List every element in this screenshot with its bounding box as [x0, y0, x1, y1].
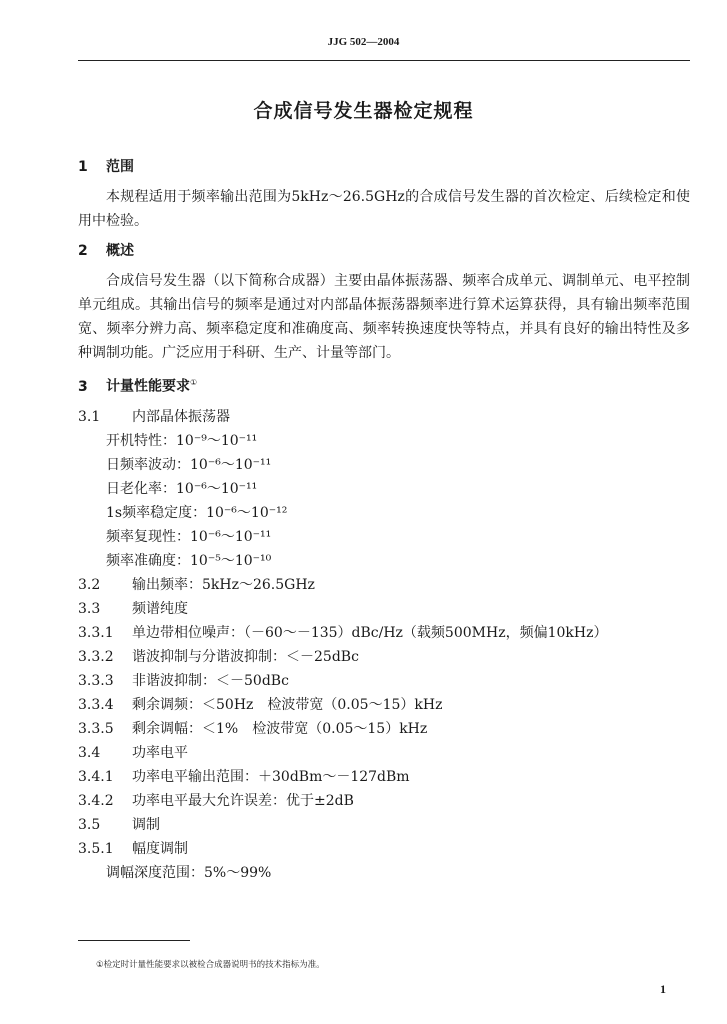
section-title: 概述 — [106, 243, 134, 259]
clause-number: 3.3.1 — [78, 624, 114, 641]
clause-3-3 — [78, 597, 690, 621]
section-title: 范围 — [106, 159, 134, 175]
spec-line: 调幅深度范围：5%～99% — [106, 864, 272, 881]
spec-line: 频率复现性：10⁻⁶～10⁻¹¹ — [106, 528, 272, 545]
clause-number: 3.3 — [78, 600, 101, 617]
clause-3-3-5 — [78, 717, 690, 741]
section-2-heading — [78, 239, 690, 263]
section-number: 1 — [78, 159, 88, 175]
clause-number: 3.2 — [78, 576, 101, 593]
spec-line: 频率准确度：10⁻⁵～10⁻¹⁰ — [106, 552, 272, 569]
clause-text: 频谱纯度 — [132, 600, 188, 617]
clause-3-5 — [78, 813, 690, 837]
spec-line: 1s频率稳定度：10⁻⁶～10⁻¹² — [106, 504, 288, 521]
clause-3-3-1 — [78, 621, 690, 645]
clause-3-5-1 — [78, 837, 690, 861]
clause-number: 3.5 — [78, 816, 101, 833]
footnote-mark: ① — [190, 378, 198, 387]
clause-text: 输出频率：5kHz～26.5GHz — [132, 576, 315, 593]
clause-text: 调制 — [132, 816, 160, 833]
clause-text: 非谐波抑制：＜－50dBc — [132, 672, 289, 689]
section-1-heading — [78, 155, 690, 179]
clause-3-4 — [78, 741, 690, 765]
clause-number: 3.4.1 — [78, 768, 114, 785]
clause-number: 3.3.5 — [78, 720, 114, 737]
clause-3-1 — [78, 405, 690, 429]
clause-text: 功率电平最大允许误差：优于±2dB — [132, 792, 354, 809]
clause-number: 3.4.2 — [78, 792, 114, 809]
clause-3-3-2 — [78, 645, 690, 669]
clause-text: 单边带相位噪声：（－60～－135）dBc/Hz（载频500MHz，频偏10kHz） — [132, 624, 608, 641]
clause-number: 3.3.4 — [78, 696, 114, 713]
clause-number: 3.1 — [78, 408, 101, 425]
clause-3-3-3 — [78, 669, 690, 693]
section-2-text: 合成信号发生器（以下简称合成器）主要由晶体振荡器、频率合成单元、调制单元、电平控制单元组成。其输出信号的频率是通过对内部晶体振荡器频率进行算术运算获得，具有输出频率范围宽、频率分辨力高、频率稳定度和准确度高、频率转换速度快等特点，并具有良好的输出特性及多种调制功能。广泛应用于科研、生产、计量等部门。 — [78, 273, 690, 361]
clause-number: 3.4 — [78, 744, 101, 761]
clause-number: 3.3.3 — [78, 672, 114, 689]
clause-3-2 — [78, 573, 690, 597]
footnote-rule — [78, 940, 190, 941]
page-title: 合成信号发生器检定规程 — [253, 100, 474, 122]
section-title: 计量性能要求 — [106, 378, 190, 395]
section-number: 2 — [78, 243, 88, 259]
clause-3-4-1 — [78, 765, 690, 789]
clause-text: 剩余调幅：＜1% 检波带宽（0.05～15）kHz — [132, 720, 428, 737]
page-number: 1 — [660, 982, 666, 996]
clause-text: 内部晶体振荡器 — [132, 408, 230, 425]
clause-text: 功率电平 — [132, 744, 188, 761]
spec-line: 开机特性：10⁻⁹～10⁻¹¹ — [106, 432, 258, 449]
section-number: 3 — [78, 378, 88, 395]
clause-number: 3.3.2 — [78, 648, 114, 665]
footnote: ①检定时计量性能要求以被检合成器说明书的技术指标为准。 — [96, 960, 325, 970]
clause-text: 幅度调制 — [132, 840, 188, 857]
header-rule — [78, 60, 690, 61]
clause-text: 剩余调频：＜50Hz 检波带宽（0.05～15）kHz — [132, 696, 443, 713]
clause-text: 谐波抑制与分谐波抑制：＜－25dBc — [132, 648, 359, 665]
section-3-heading — [78, 371, 690, 399]
document-body — [78, 155, 690, 885]
spec-line: 日老化率：10⁻⁶～10⁻¹¹ — [106, 480, 258, 497]
clause-number: 3.5.1 — [78, 840, 114, 857]
section-1-text: 本规程适用于频率输出范围为5kHz～26.5GHz的合成信号发生器的首次检定、后续检定和使用中检验。 — [78, 189, 690, 229]
clause-text: 功率电平输出范围：＋30dBm～－127dBm — [132, 768, 410, 785]
running-header: JJG 502—2004 — [327, 36, 400, 48]
clause-3-4-2 — [78, 789, 690, 813]
clause-3-3-4 — [78, 693, 690, 717]
spec-line: 日频率波动：10⁻⁶～10⁻¹¹ — [106, 456, 272, 473]
